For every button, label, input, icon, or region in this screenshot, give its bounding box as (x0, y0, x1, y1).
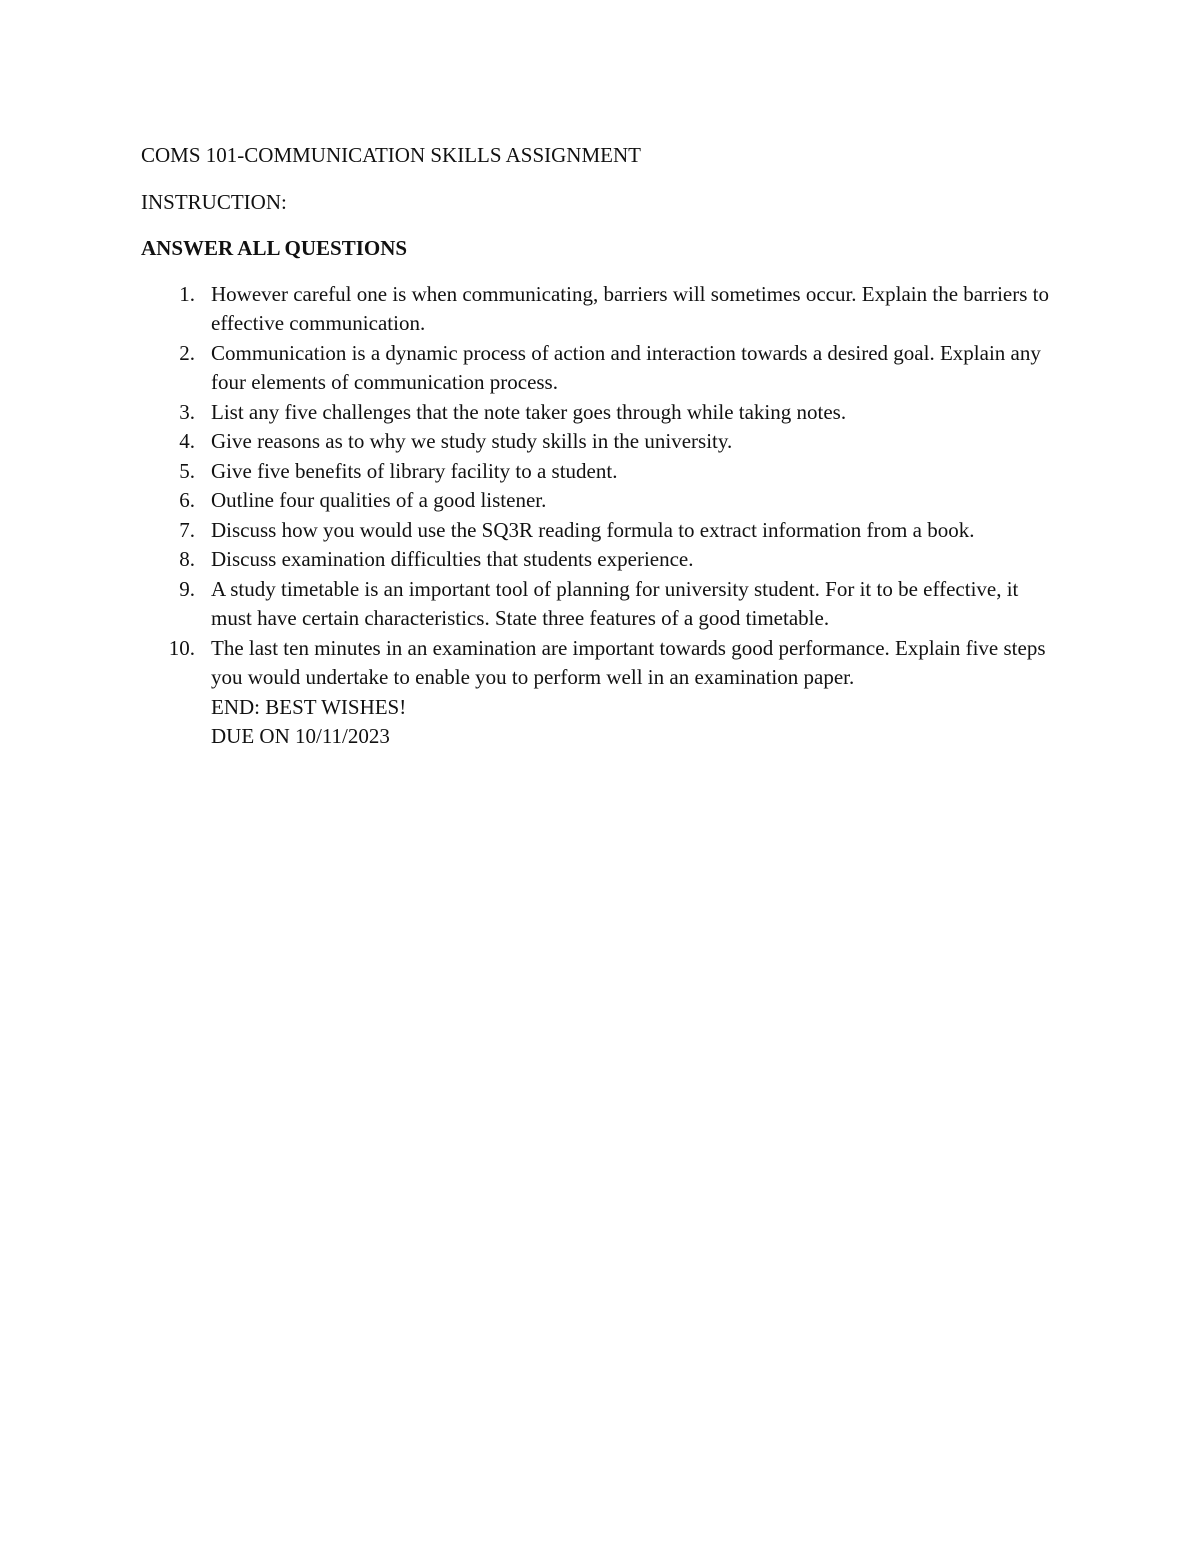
document-footer (141, 693, 1071, 752)
question-text: Give reasons as to why we study study skills in the university. (211, 429, 733, 453)
question-number: 7. (179, 517, 195, 542)
question-item (141, 457, 1071, 487)
question-text: Discuss examination difficulties that students experience. (211, 547, 694, 571)
question-item (141, 486, 1071, 516)
question-number: 1. (179, 281, 195, 306)
answer-all-heading: ANSWER ALL QUESTIONS (141, 236, 408, 260)
question-number: 4. (179, 429, 195, 453)
question-number: 2. (179, 340, 195, 365)
question-number: 6. (179, 488, 195, 512)
question-number: 3. (179, 399, 195, 424)
question-text: Communication is a dynamic process of action and interaction towards a desired goal. Explain any four elements of communication process. (211, 340, 1041, 394)
instruction-label: INSTRUCTION: (141, 189, 287, 214)
question-text: A study timetable is an important tool of planning for university student. For it to be effective, it must have certain characteristics. State three features of a good timetable. (211, 576, 1019, 630)
question-item (141, 516, 1071, 546)
question-number: 10. (168, 635, 195, 660)
question-item (141, 280, 1071, 339)
question-text: Outline four qualities of a good listener. (211, 488, 547, 512)
due-date: DUE ON 10/11/2023 (211, 724, 390, 748)
question-text: However careful one is when communicating, barriers will sometimes occur. Explain the barriers to effective communication. (211, 281, 1049, 335)
question-item (141, 398, 1071, 428)
question-item (141, 339, 1071, 398)
question-text: The last ten minutes in an examination are important towards good performance. Explain five steps you would undertake to enable you to perform well in an examination paper. (211, 635, 1046, 689)
question-item (141, 545, 1071, 575)
question-number: 5. (179, 458, 195, 483)
closing-text: END: BEST WISHES! (211, 694, 407, 719)
question-text: Discuss how you would use the SQ3R reading formula to extract information from a book. (211, 517, 975, 542)
question-text: Give five benefits of library facility to a student. (211, 458, 618, 483)
question-item (141, 575, 1071, 634)
document-body (141, 141, 1071, 752)
question-item (141, 427, 1071, 457)
question-number: 9. (179, 576, 195, 601)
assignment-title: COMS 101-COMMUNICATION SKILLS ASSIGNMENT (141, 143, 641, 167)
question-text: List any five challenges that the note taker goes through while taking notes. (211, 399, 847, 424)
question-item (141, 634, 1071, 693)
question-number: 8. (179, 547, 195, 571)
question-list (141, 280, 1071, 693)
